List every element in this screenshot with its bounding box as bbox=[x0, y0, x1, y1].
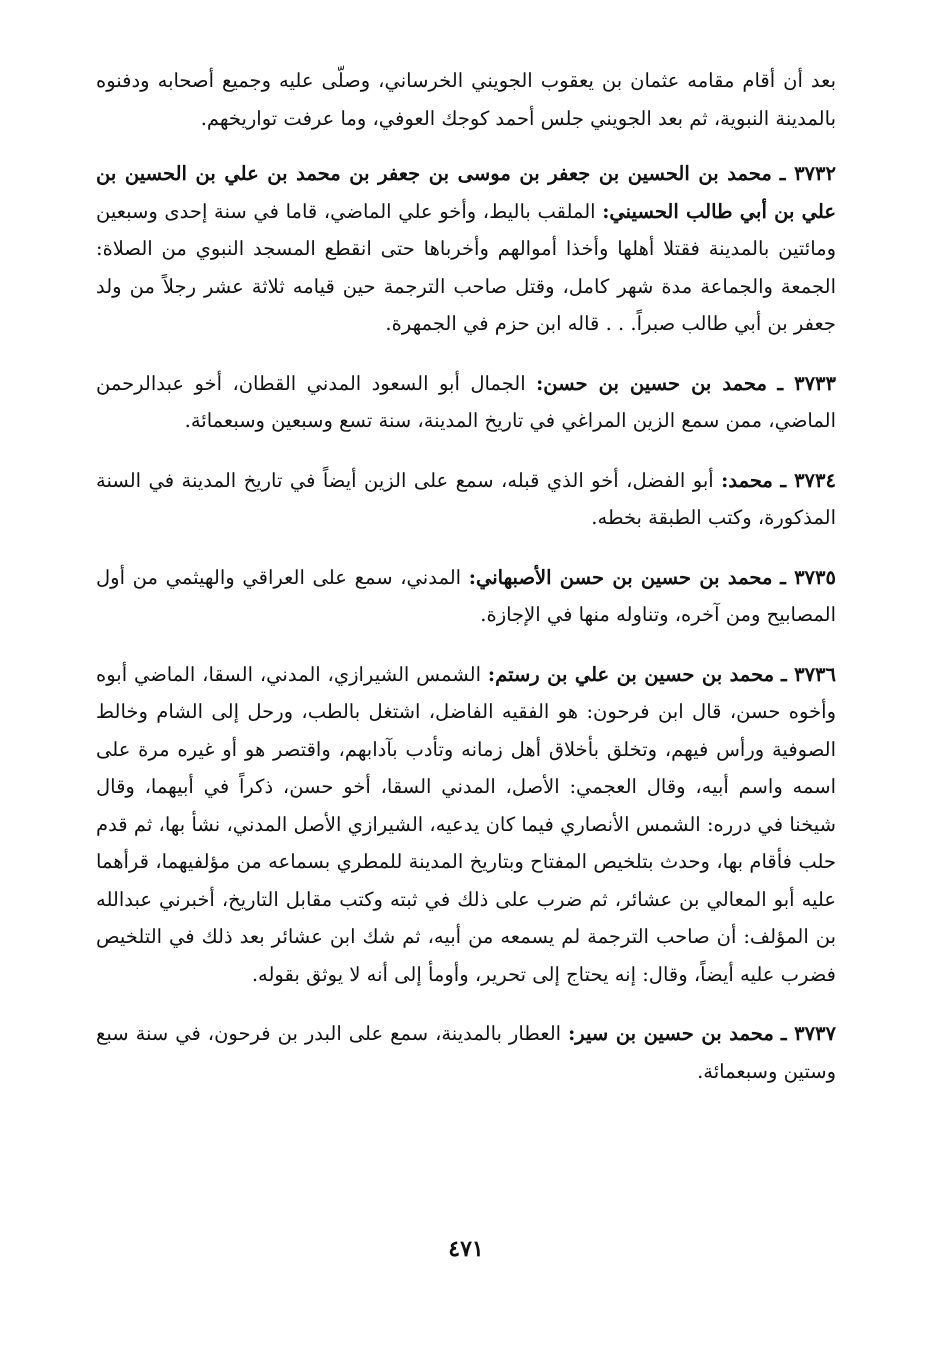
entry-number: ٣٧٣٥ ـ bbox=[780, 565, 836, 589]
entry-text: أبو الفضل، أخو الذي قبله، سمع على الزين أيضاً في تاريخ المدينة في السنة المذكورة، وكتب الطبقة بخطه. bbox=[96, 468, 836, 529]
entry-3735 bbox=[96, 559, 836, 634]
entry-3737 bbox=[96, 1015, 836, 1090]
entries-list bbox=[96, 155, 836, 1090]
entry-text: العطار بالمدينة، سمع على البدر بن فرحون، في سنة سبع وستين وسبعمائة. bbox=[96, 1022, 836, 1083]
entry-name: محمد بن حسين بن حسن: bbox=[536, 371, 767, 395]
entry-name: محمد بن حسين بن حسن الأصبهاني: bbox=[468, 565, 773, 589]
intro-paragraph: بعد أن أقام مقامه عثمان بن يعقوب الجويني الخرساني، وصلّى عليه وجميع أصحابه ودفنوه بالمدينة النبوية، ثم بعد الجويني جلس أحمد كوجك العوفي، وما عرفت تواريخهم. bbox=[96, 69, 836, 130]
entry-text: الشمس الشيرازي، المدني، السقا، الماضي أبوه وأخوه حسن، قال ابن فرحون: هو الفقيه الفاضل، اشتغل بالطب، ورحل إلى الشام وخالط الصوفية ورأس فيهم، وتخلق بأخلاق أهل زمانه وتأدب بآدابهم، واقتصر هو أو غيره مرة على اسمه واسم أبيه، وقال العجمي: الأصل، المدني السقا، أخو حسن، ذكراً في أبيهما، وقال شيخنا في درره: الشمس الأنصاري فيما كان يدعيه، الشيرازي الأصل المدني، نشأ بها، ثم قدم حلب فأقام بها، وحدث بتلخيص المفتاح وبتاريخ المدينة للمطري بسماعه من مؤلفيهما، قرأهما عليه أبو المعالي بن عشائر، ثم ضرب على ذلك في ثبته وكتب مقابل التاريخ، أخبرني عبدالله بن المؤلف: أن صاحب الترجمة لم يسمعه من أبيه، ثم شك ابن عشائر بعد ذلك في التلخيص فضرب عليه أيضاً، وقال: إنه يحتاج إلى تحرير، وأومأ إلى أنه لا يوثق بقوله. bbox=[96, 662, 836, 986]
entry-3736 bbox=[96, 656, 836, 994]
entry-text: الملقب باليط، وأخو علي الماضي، قاما في سنة إحدى وسبعين ومائتين بالمدينة فقتلا أهلها وأخذا أموالهم وأخربا‌ها حتى انقطع المسجد النبوي من الصلاة: الجمعة والجماعة مدة شهر كامل، وقتل صاحب الترجمة حين قيامه ثلاثة عشر رجلاً من ولد جعفر بن أبي طالب صبراً. . . قاله ابن حزم في الجمهرة. bbox=[96, 199, 836, 335]
entry-number: ٣٧٣٧ ـ bbox=[780, 1022, 837, 1045]
entry-text: المدني، سمع على العراقي والهيثمي من أول المصابيح ومن آخره، وتناوله منها في الإجازة. bbox=[96, 565, 836, 626]
entry-number: ٣٧٣٤ ـ bbox=[780, 468, 836, 492]
entry-number: ٣٧٣٦ ـ bbox=[780, 662, 836, 686]
entry-name: محمد: bbox=[721, 468, 773, 492]
entry-name: محمد بن حسين بن علي بن رستم: bbox=[487, 662, 775, 686]
entry-name: محمد بن الحسين بن جعفر بن موسى بن جعفر بن محمد بن علي بن الحسين بن علي بن أبي طالب الحسيني: bbox=[96, 162, 836, 223]
entry-3734 bbox=[96, 462, 836, 537]
entry-text: الجمال أبو السعود المدني القطان، أخو عبدالرحمن الماضي، ممن سمع الزين المراغي في تاريخ المدينة، سنة تسع وسبعين وسبعمائة. bbox=[96, 371, 836, 432]
entry-3732 bbox=[96, 155, 836, 343]
page-number: ٤٧١ bbox=[448, 1236, 484, 1262]
entry-name: محمد بن حسين بن سير: bbox=[568, 1022, 774, 1045]
entry-number: ٣٧٣٣ ـ bbox=[777, 371, 836, 395]
entry-3733 bbox=[96, 365, 836, 440]
entry-number: ٣٧٣٢ ـ bbox=[779, 162, 836, 185]
